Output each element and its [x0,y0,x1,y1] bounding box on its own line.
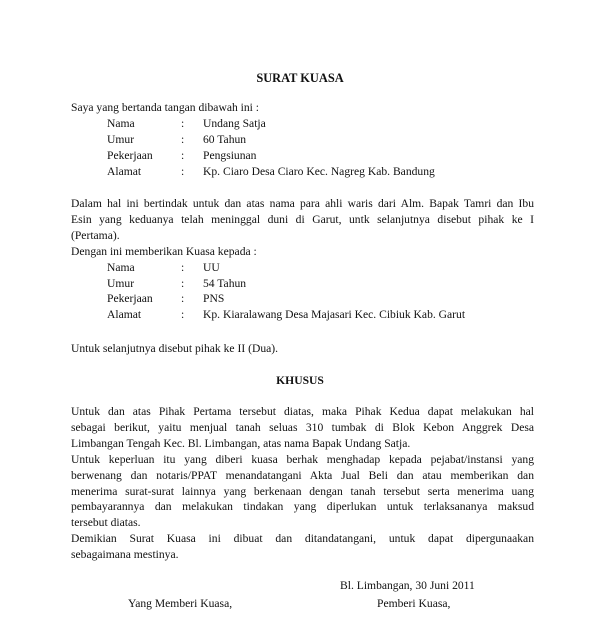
para3-line: Untuk keperluan itu yang diberi kuasa berhak menghadap kepada pejabat/instansi yang [71,452,534,466]
grantor-age-row [71,132,534,148]
para1-line: Dalam hal ini bertindak untuk dan atas nama para ahli waris dari Alm. Bapak Tamri dan Ibu [71,197,534,210]
para2-line: sebagai berikut, yaitu menjual tanah seluas 310 tumbak di Blok Kebon Anggrek Desa [71,420,534,434]
para3-line: menerima surat-surat lainnya yang berkenaan dengan tanah tersebut serta menerima uang [71,484,534,498]
field-label: Umur [107,132,135,146]
field-label: Umur [107,276,135,290]
field-label: Nama [107,116,135,130]
grantee-note-block [71,341,534,357]
grantor-signature-label: Yang Memberi Kuasa, [128,597,233,610]
field-value: Kp. Kiaralawang Desa Majasari Kec. Cibiuk Kab. Garut [203,308,466,322]
field-label: Nama [107,260,135,274]
field-separator: : [181,276,185,290]
field-separator: : [181,308,185,322]
field-separator: : [181,116,185,130]
field-label: Pekerjaan [107,292,153,306]
grantor-name-row [71,116,534,132]
grant-intro-text: Dengan ini memberikan Kuasa kepada : [71,244,257,258]
section-heading: KHUSUS [276,374,324,387]
para1-line: (Pertama). [71,228,120,242]
field-separator: : [181,148,185,162]
document-title: SURAT KUASA [256,71,344,85]
field-value: Undang Satja [203,116,266,130]
grantee-age-row [71,276,534,292]
grantor-section [71,100,534,180]
para3-line: tersebut diatas. [71,516,141,530]
para2-line: Untuk dan atas Pihak Pertama tersebut diatas, maka Pihak Kedua dapat melakukan hal [71,405,534,418]
grantee-address-row [71,307,534,323]
field-label: Pekerjaan [107,148,153,162]
grantor-address-row [71,164,534,180]
field-value: Pengsiunan [203,148,257,162]
field-value: 54 Tahun [203,276,247,290]
field-separator: : [181,164,185,178]
para4-line: Demikian Surat Kuasa ini dibuat dan ditandatangani, untuk dapat dipergunaakan [71,532,534,546]
grantee-signature-label: Pemberi Kuasa, [377,597,451,610]
para4-line: sebagaimana mestinya. [71,548,179,562]
intro-text: Saya yang bertanda tangan dibawah ini : [71,101,260,114]
para3-line: pembayarannya dan melakukan tindakan yang diperlukan untuk terlaksananya maksud [71,500,534,514]
field-value: UU [203,260,220,274]
grantee-job-row [71,291,534,307]
body-section [71,404,534,563]
grantee-name-row [71,260,534,276]
grantor-job-row [71,148,534,164]
para2-line: Limbangan Tengah Kec. Bl. Limbangan, atas nama Bapak Undang Satja. [71,436,411,450]
grantee-note: Untuk selanjutnya disebut pihak ke II (Dua). [71,342,279,355]
field-separator: : [181,292,185,306]
field-label: Alamat [107,308,142,322]
field-separator: : [181,260,185,274]
field-value: 60 Tahun [203,132,247,146]
field-value: Kp. Ciaro Desa Ciaro Kec. Nagreg Kab. Bandung [203,164,435,178]
para1-line: Esin yang keduanya telah meninggal duni di Garut, untk selanjutnya disebut pihak ke I [71,212,534,226]
field-separator: : [181,132,185,146]
field-label: Alamat [107,164,142,178]
field-value: PNS [203,292,225,306]
grantee-section [71,196,534,323]
signature-place-date: Bl. Limbangan, 30 Juni 2011 [340,579,475,592]
para3-line: berwenang dan notaris/PPAT menandatangani Akta Jual Beli dan atau memberikan dan [71,468,534,482]
